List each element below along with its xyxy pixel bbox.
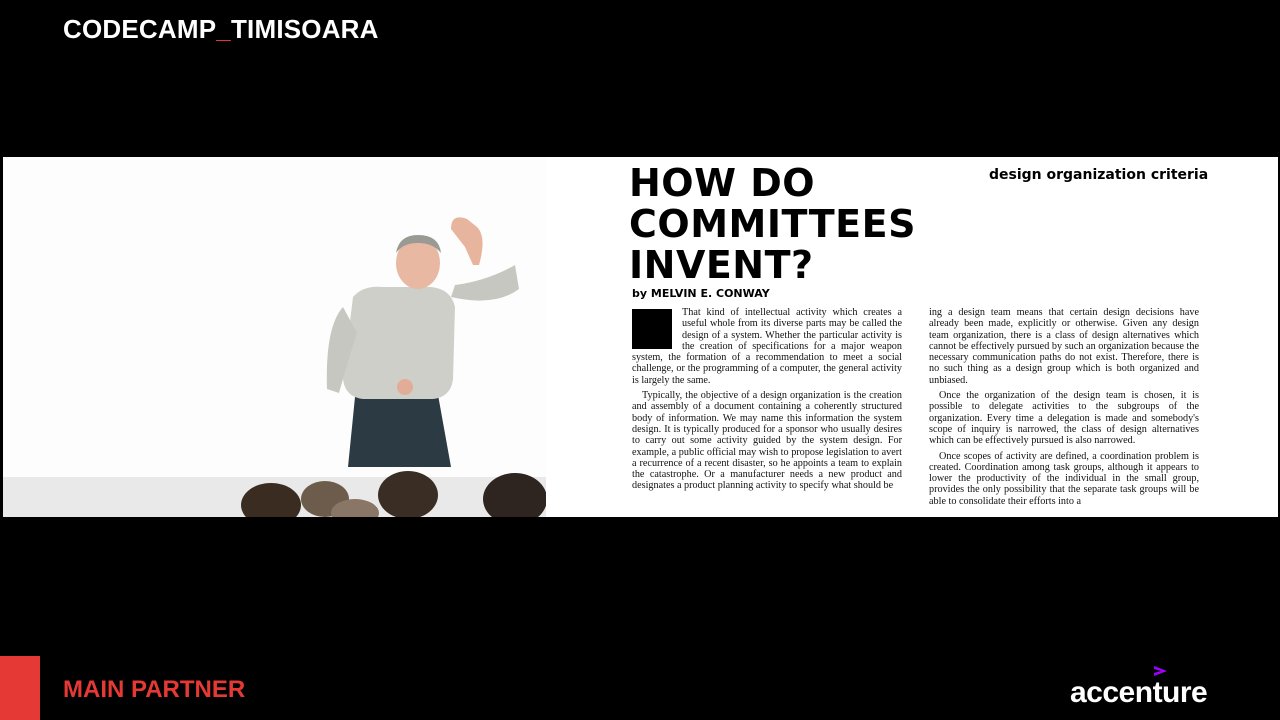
col1-paragraph-2: Typically, the objective of a design organization is the creation and assembly of a document containing a coherently structured body of information. We may name this information the system design. It is typically produced for a sponsor who usually desires to carry out some activity guided by the system design. For example, a public official may wish to propose legislation to avert a recurrence of a recent disaster, so he appoints a team to explain the catastrophe. Or a manufacturer needs a new product and designates a product planning activity to specify what should be bbox=[632, 390, 902, 492]
headline-line-2: COMMITTEES bbox=[629, 202, 916, 246]
brand-main: CODECAMP bbox=[63, 14, 217, 44]
brand-city: TIMISOARA bbox=[230, 14, 379, 44]
main-partner-label: MAIN PARTNER bbox=[63, 676, 246, 703]
brand-separator: _ bbox=[216, 14, 231, 44]
presenter-photo bbox=[3, 157, 546, 517]
headline-line-1: HOW DO bbox=[629, 161, 816, 205]
sponsor-logo: accenture bbox=[1070, 676, 1208, 709]
paper-headline bbox=[629, 163, 916, 286]
presenter-illustration bbox=[3, 157, 546, 517]
col2-paragraph-3: Once scopes of activity are defined, a coordination problem is created. Coordination among task groups, although it appears to lower the productivity of the individual in the small group, provides the only possibility that the separate task groups will be able to consolidate their efforts into a bbox=[929, 450, 1199, 507]
footer-accent-bar bbox=[0, 656, 40, 720]
col2-paragraph-1: ing a design team means that certain design decisions have already been made, explicitly or otherwise. Given any design team organization, there is a class of design alternatives which cannot be effectively pursued by such an organization because the necessary communication paths do not exist. Therefore, there is no such thing as a design group which is both organized and unbiased. bbox=[929, 307, 1199, 386]
headline-line-3: INVENT? bbox=[629, 243, 814, 287]
drop-cap-block bbox=[632, 309, 672, 349]
paper-column-2 bbox=[929, 307, 1199, 511]
paper-page bbox=[546, 157, 1278, 517]
paper-byline: by MELVIN E. CONWAY bbox=[632, 287, 770, 300]
col2-paragraph-2: Once the organization of the design team is chosen, it is possible to delegate activities to the subgroups of the organization. Every time a delegation is made and somebody's scope of inquiry is narrowed, the class of design alternatives which can be effectively pursued is also narrowed. bbox=[929, 390, 1199, 447]
paper-column-1 bbox=[632, 307, 902, 496]
col1-paragraph-1: That kind of intellectual activity which creates a useful whole from its diverse parts may be called the design of a system. Whether the particular activity is the creation of specifications for a major weapon system, the formation of a recommendation to meet a social challenge, or the programming of a computer, the general activity is largely the same. bbox=[632, 307, 902, 386]
event-brand bbox=[63, 14, 379, 45]
paper-kicker: design organization criteria bbox=[989, 167, 1209, 183]
presentation-stage bbox=[3, 157, 1278, 517]
